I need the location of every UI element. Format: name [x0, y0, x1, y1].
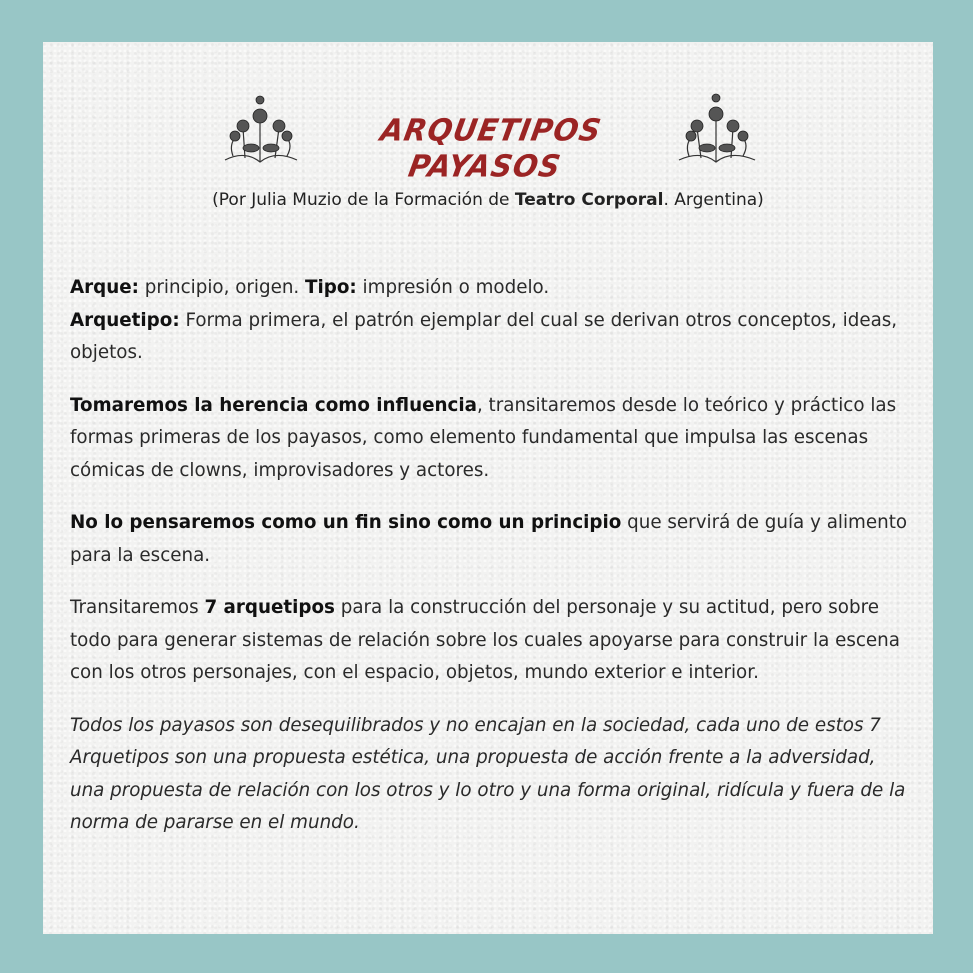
paper-card: [43, 42, 933, 934]
subtitle: [43, 190, 933, 210]
flower-bouquet-icon: [215, 90, 305, 170]
paragraph-text: para la construcción del personaje y su actitud, pero sobre todo para generar sistemas de relación sobre los cuales apoyarse para construir la escena con los otros personajes, con el espacio, objetos, mundo exterior e interior.: [70, 597, 900, 683]
subtitle-bold: Teatro Corporal: [514, 190, 664, 210]
subtitle-post: . Argentina): [663, 190, 764, 210]
term-tipo: Tipo:: [305, 277, 357, 298]
paragraph-arquetipos: [70, 592, 910, 690]
paragraph-principio: [70, 507, 910, 572]
definition-arque: principio, origen.: [138, 277, 306, 298]
paragraph-definitions: [70, 272, 910, 370]
paragraph-herencia: [70, 390, 910, 488]
paragraph-text: que servirá de guía y alimento para la escena.: [70, 512, 908, 566]
term-arquetipo: Arquetipo:: [70, 309, 180, 331]
definition-arquetipo: Forma primera, el patrón ejemplar del cual se derivan otros conceptos, ideas, objetos.: [70, 309, 898, 363]
bold-phrase: Tomaremos la herencia como influencia: [70, 394, 477, 416]
page-title: ARQUETIPOS PAYASOS: [377, 112, 605, 184]
bold-phrase: No lo pensaremos como un fin sino como un principio: [70, 512, 622, 533]
paragraph-text: , transitaremos desde lo teórico y práctico las formas primeras de los payasos, como elemento fundamental que impulsa las escenas cómicas de clowns, improvisadores y actores.: [70, 394, 897, 481]
paragraph-payasos: [70, 710, 910, 840]
paragraph-text: Transitaremos: [70, 597, 205, 618]
flower-bouquet-icon: [671, 90, 761, 170]
title-row: [43, 90, 933, 184]
term-arque: Arque:: [70, 277, 139, 298]
bold-phrase: 7 arquetipos: [204, 597, 335, 618]
body-text: [70, 272, 910, 860]
paragraph-text: Todos los payasos son desequilibrados y no encajan en la sociedad, cada uno de estos 7 Arquetipos son una propuesta estética, una propuesta de acción frente a la adversidad, una propuesta de relación con los otros y lo otro y una forma original, ridícula y fuera de la norma de pararse en el mundo.: [70, 714, 906, 833]
definition-tipo: impresión o modelo.: [356, 277, 550, 298]
subtitle-pre: (Por Julia Muzio de la Formación de: [212, 190, 515, 210]
